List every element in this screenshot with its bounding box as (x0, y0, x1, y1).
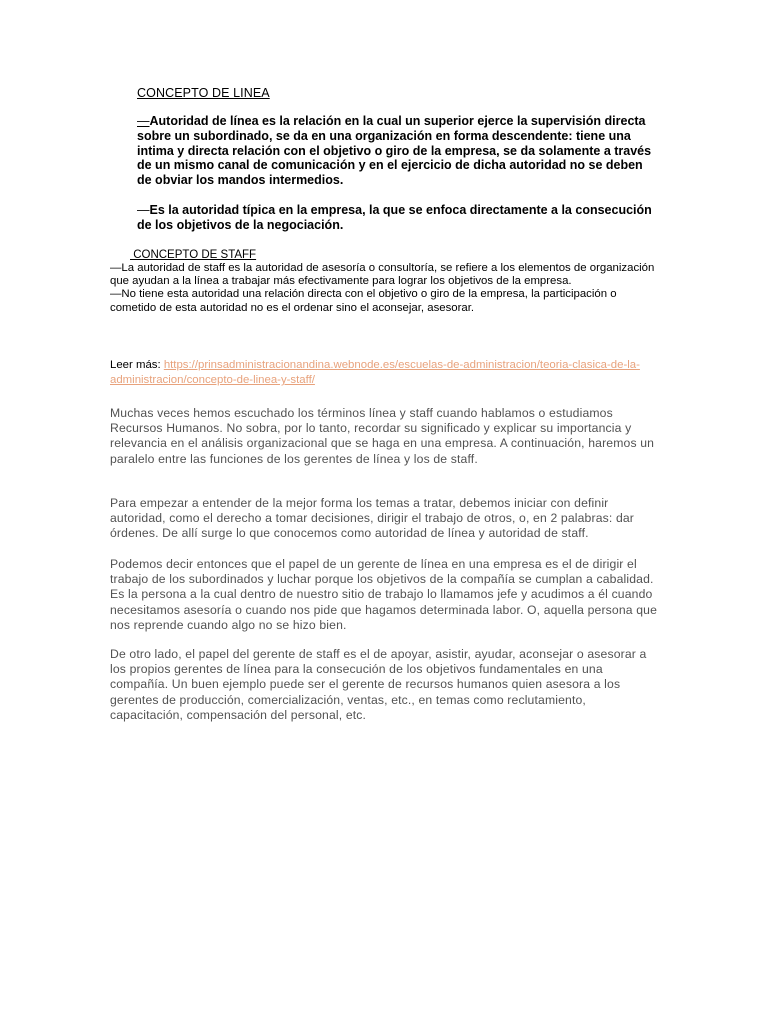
body-paragraph-4: De otro lado, el papel del gerente de staff es el de apoyar, asistir, ayudar, aconsejar o asesorar a los propios gerentes de línea para la consecución de los objetivos fundamentales en una compañía. Un buen ejemplo puede ser el gerente de recursos humanos quien asesora a los gerentes de producción, comercialización, ventas, etc., en temas como reclutamiento, capacitación, compensación del personal, etc. (110, 647, 647, 722)
heading-concepto-de-staff: CONCEPTO DE STAFF (130, 249, 257, 261)
linea-paragraph-1 (137, 114, 657, 188)
leer-mas-label: Leer más: (110, 359, 164, 371)
linea-paragraph-2-text: Es la autoridad típica en la empresa, la que se enfoca directamente a la consecución de los objetivos de la negociación. (137, 203, 652, 232)
source-link[interactable]: https://prinsadministracionandina.webnode.es/escuelas-de-administracion/teoria-clasica-de-la-administracion/concepto-de-linea-y-staff/ (110, 359, 640, 386)
staff-paragraphs (110, 262, 662, 315)
body-paragraph-3: Podemos decir entonces que el papel de un gerente de línea en una empresa es el de dirigir el trabajo de los subordinados y luchar porque los objetivos de la compañía se cumplan a cabalidad. Es la persona a la cual dentro de nuestro sitio de trabajo lo llamamos jefe y acudimos a él cuando necesitamos asesoría o cuando nos pide que hagamos determinada labor. O, aquella persona que nos reprende cuando algo no se hizo bien. (110, 557, 658, 632)
heading-concepto-de-linea: CONCEPTO DE LINEA (137, 86, 270, 100)
staff-paragraph-2: —No tiene esta autoridad una relación directa con el objetivo o giro de la empresa, la participación o cometido de esta autoridad no es el ordenar sino el aconsejar, asesorar. (110, 288, 617, 314)
dash-marker: — (137, 203, 150, 217)
dash-marker: — (137, 114, 150, 128)
body-paragraph-1: Muchas veces hemos escuchado los términos línea y staff cuando hablamos o estudiamos Recursos Humanos. No sobra, por lo tanto, recordar su significado y explicar su importancia y relevancia en el análisis organizacional que se haga en una empresa. A continuación, haremos un paralelo entre las funciones de los gerentes de línea y los de staff. (110, 406, 655, 466)
linea-paragraph-1-text: Autoridad de línea es la relación en la cual un superior ejerce la supervisión directa sobre un subordinado, se da en una organización en forma descendente: tiene una intima y directa relación con el objetivo o giro de la empresa, se da solamente a través de un mismo canal de comunicación y en el ejercicio de dicha autoridad no se deben de obviar los mandos intermedios. (137, 114, 652, 188)
body-paragraph-2: Para empezar a entender de la mejor forma los temas a tratar, debemos iniciar con definir autoridad, como el derecho a tomar decisiones, dirigir el trabajo de otros, o, en 2 palabras: dar órdenes. De allí surge lo que conocemos como autoridad de línea y autoridad de staff. (110, 496, 635, 541)
staff-paragraph-1: —La autoridad de staff es la autoridad de asesoría o consultoría, se refiere a los elementos de organización que ayudan a la línea a trabajar más efectivamente para lograr los objetivos de la empresa. (110, 262, 655, 288)
leer-mas-line (110, 358, 670, 388)
linea-paragraph-2 (137, 203, 657, 233)
